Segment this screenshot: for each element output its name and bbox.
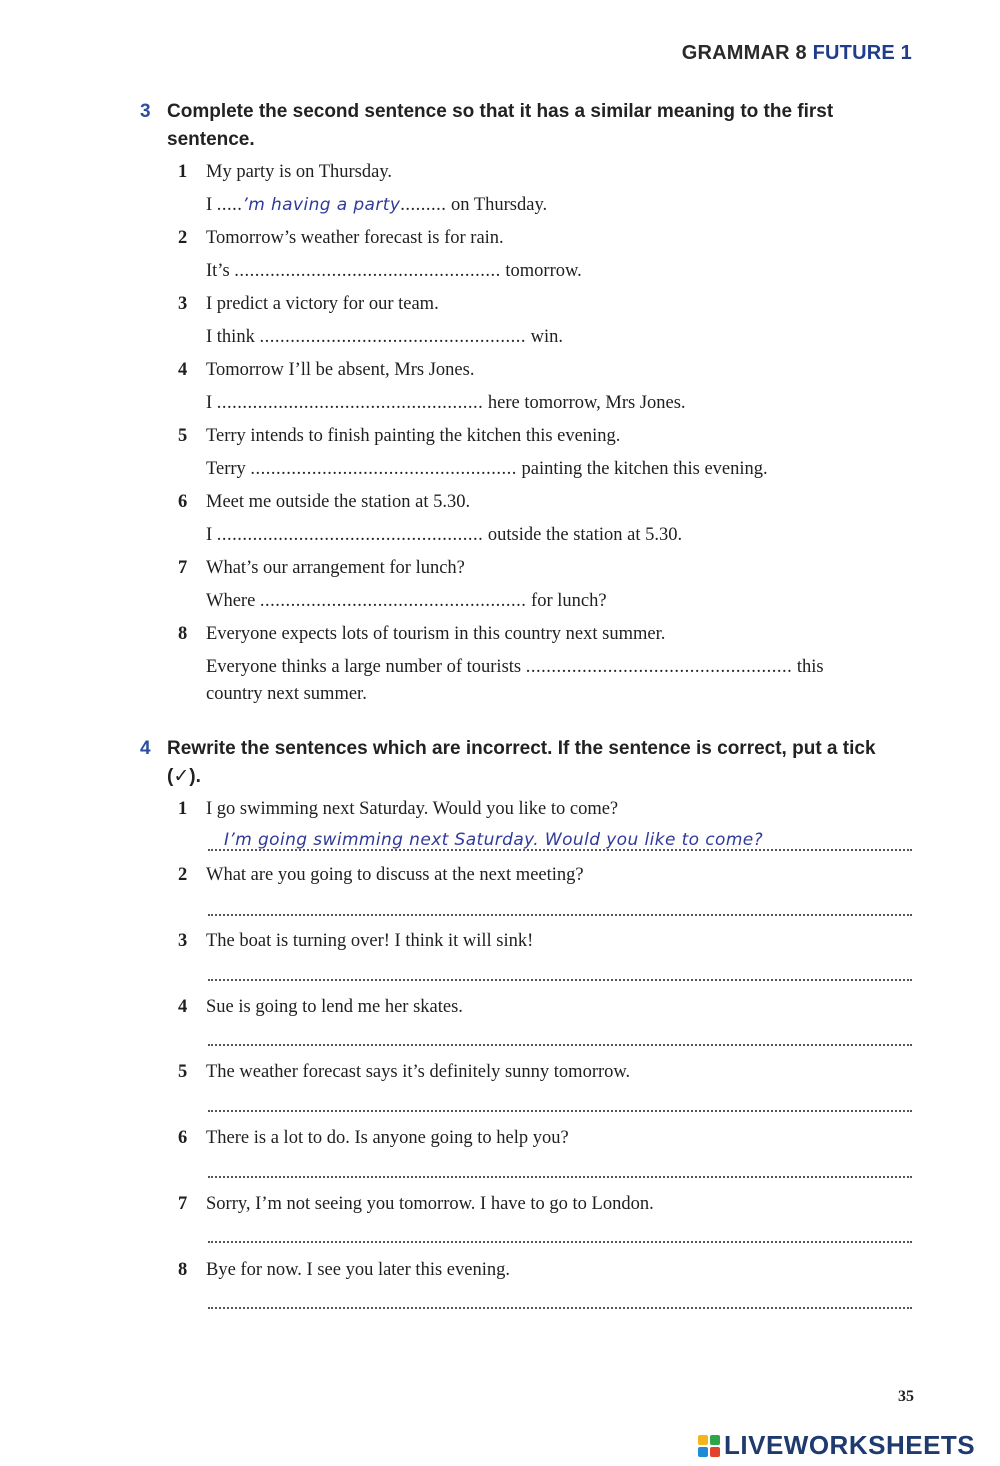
prompt: Everyone expects lots of tourism in this country next summer.	[206, 624, 666, 644]
prompt: Bye for now. I see you later this evening.	[206, 1260, 510, 1280]
instruction-text: Rewrite the sentences which are incorrect. If the sentence is correct, put a tick (✓).	[167, 738, 876, 787]
ex3-answer-line-1: I .....’m having a party......... on Thursday.	[206, 195, 548, 215]
ex3-answer-line-6: I .................................................... outside the station at 5.30.	[206, 525, 683, 545]
prompt: What are you going to discuss at the next meeting?	[206, 865, 584, 885]
page-number: 35	[898, 1388, 914, 1405]
liveworksheets-logo[interactable]	[698, 1430, 975, 1461]
prompt: I predict a victory for our team.	[206, 294, 439, 314]
ex4-answer-line-7[interactable]	[208, 1215, 912, 1243]
prompt: My party is on Thursday.	[206, 162, 393, 182]
ex3-answer-line-5: Terry .................................................... painting the kitchen this evening.	[206, 459, 768, 479]
ex3-answer-line-8: Everyone thinks a large number of tourists .................................................... this	[206, 657, 824, 677]
ex4-answer-line-4[interactable]	[208, 1018, 912, 1046]
prompt: The boat is turning over! I think it will sink!	[206, 931, 534, 951]
prompt: Terry intends to finish painting the kitchen this evening.	[206, 426, 621, 446]
prompt: Sorry, I’m not seeing you tomorrow. I have to go to London.	[206, 1194, 654, 1214]
ex4-answer-line-2[interactable]	[208, 888, 912, 916]
answer-input[interactable]: ....................................................	[216, 393, 484, 413]
prompt: Tomorrow’s weather forecast is for rain.	[206, 228, 504, 248]
answer-input[interactable]: ....................................................	[259, 327, 526, 347]
prompt: Meet me outside the station at 5.30.	[206, 492, 471, 512]
exercise-3-instruction	[140, 98, 880, 154]
answer-input[interactable]: ....................................................	[216, 525, 484, 545]
ex4-answer-line-1[interactable]	[208, 823, 912, 851]
answer-input[interactable]: ....................................................	[250, 459, 517, 479]
ex3-answer-line-7: Where .................................................... for lunch?	[206, 591, 607, 611]
instruction-text: Complete the second sentence so that it has a similar meaning to the first sentence.	[167, 101, 834, 150]
prompt: I go swimming next Saturday. Would you like to come?	[206, 799, 619, 819]
prompt: Sue is going to lend me her skates.	[206, 997, 463, 1017]
ex4-answer-line-8[interactable]	[208, 1281, 912, 1309]
answer-input[interactable]: ....................................................	[234, 261, 501, 281]
liveworksheets-icon	[698, 1435, 720, 1457]
prompt: What’s our arrangement for lunch?	[206, 558, 465, 578]
page-header	[682, 42, 912, 65]
answer-input[interactable]: ....................................................	[259, 591, 527, 611]
handwritten-answer: I’m going swimming next Saturday. Would you like to come?	[224, 830, 764, 850]
answer-input[interactable]: ’m having a party	[242, 195, 401, 215]
ex3-answer-line-8-continuation: country next summer.	[206, 684, 367, 704]
answer-input[interactable]: ....................................................	[525, 657, 793, 677]
topic-title: FUTURE 1	[812, 42, 912, 64]
ex4-answer-line-6[interactable]	[208, 1150, 912, 1178]
ex3-answer-line-3: I think .................................................... win.	[206, 327, 563, 347]
ex3-answer-line-4: I .................................................... here tomorrow, Mrs Jones.	[206, 393, 686, 413]
ex4-answer-line-5[interactable]	[208, 1084, 912, 1112]
ex3-answer-line-2: It’s .................................................... tomorrow.	[206, 261, 582, 281]
ex4-answer-line-3[interactable]	[208, 953, 912, 981]
exercise-4-instruction	[140, 735, 880, 791]
prompt: There is a lot to do. Is anyone going to help you?	[206, 1128, 569, 1148]
brand-name: LIVEWORKSHEETS	[724, 1430, 976, 1460]
exercise-number: 4	[140, 738, 151, 759]
prompt: Tomorrow I’ll be absent, Mrs Jones.	[206, 360, 475, 380]
exercise-number: 3	[140, 101, 151, 122]
book-section: GRAMMAR 8	[681, 42, 807, 64]
prompt: The weather forecast says it’s definitely sunny tomorrow.	[206, 1062, 631, 1082]
